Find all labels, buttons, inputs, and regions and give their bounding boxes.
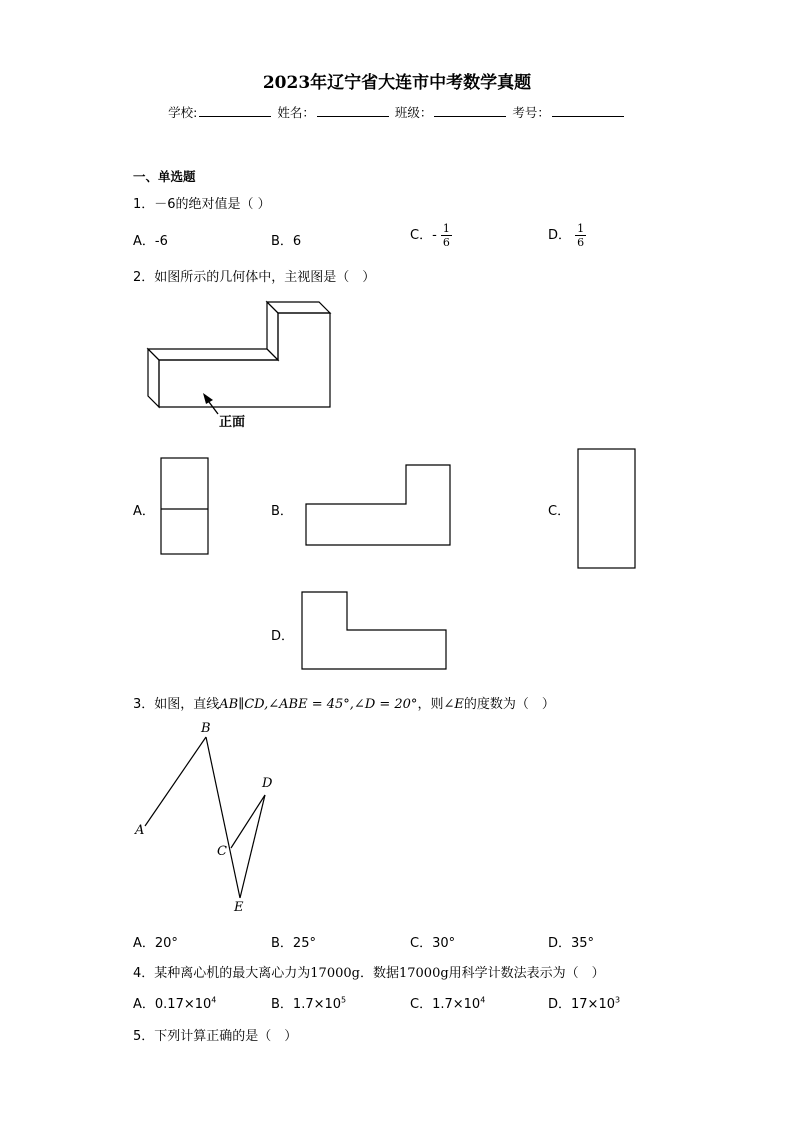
q4-option-d-exponent: 3 bbox=[615, 995, 621, 1005]
q4-option-a-exponent: 4 bbox=[211, 995, 217, 1005]
q4-option-c-mantissa: C．1.7×10 bbox=[410, 997, 481, 1012]
point-label-b: B bbox=[201, 721, 211, 736]
q1-option-a: A．-6 bbox=[133, 234, 168, 249]
q1-option-b: B．6 bbox=[271, 234, 302, 249]
q3-stem-prefix: 3．如图，直线 bbox=[133, 697, 220, 712]
fraction-denominator: 6 bbox=[442, 236, 450, 249]
point-label-d: D bbox=[262, 776, 273, 791]
q3-stem-suffix: 的度数为（ ） bbox=[463, 697, 555, 712]
point-label-c: C bbox=[217, 844, 227, 859]
q3-option-b: B．25° bbox=[271, 936, 316, 951]
q2-option-a-label: A． bbox=[133, 504, 155, 519]
q4-option-d-mantissa: D．17×10 bbox=[548, 997, 615, 1012]
front-view-label: 正面 bbox=[219, 415, 246, 430]
q4-stem-part3: 用科学计数法表示为（ ） bbox=[448, 966, 605, 981]
q3-option-d: D．35° bbox=[548, 936, 595, 951]
q2-option-d-label: D． bbox=[271, 629, 295, 644]
point-label-a: A bbox=[135, 823, 145, 838]
q4-option-d bbox=[548, 993, 620, 1012]
number-label: 考号： bbox=[512, 105, 550, 120]
q4-option-a bbox=[133, 993, 216, 1012]
point-label-e: E bbox=[234, 900, 244, 915]
q3-stem-mid: ，则 bbox=[417, 697, 444, 712]
q5-stem: 5．下列计算正确的是（ ） bbox=[133, 1029, 298, 1044]
name-label: 姓名： bbox=[277, 105, 315, 120]
q4-option-b-exponent: 5 bbox=[341, 995, 347, 1005]
q4-stem-part1: 4．某种离心机的最大离心力为 bbox=[133, 966, 311, 981]
section-heading: 一、单选题 bbox=[133, 169, 196, 184]
page-title: 2023年辽宁省大连市中考数学真题 bbox=[262, 73, 532, 93]
fraction-numerator: 1 bbox=[442, 222, 450, 235]
q4-option-a-mantissa: A．0.17×10 bbox=[133, 997, 212, 1012]
q2-option-c-label: C． bbox=[548, 504, 571, 519]
fraction-numerator: 1 bbox=[577, 222, 585, 235]
fraction-denominator: 6 bbox=[577, 236, 585, 249]
q4-stem-part2: ．数据 bbox=[359, 966, 399, 981]
q4-value2: 17000g bbox=[398, 966, 449, 981]
q3-option-c: C．30° bbox=[410, 936, 456, 951]
q2-stem: 2．如图所示的几何体中，主视图是（ ） bbox=[133, 270, 376, 285]
q3-stem-math: AB∥CD,∠ABE = 45°,∠D = 20° bbox=[219, 697, 418, 712]
q4-option-c-exponent: 4 bbox=[480, 995, 486, 1005]
q4-option-b bbox=[271, 993, 346, 1012]
q4-value1: 17000g bbox=[310, 966, 360, 981]
q3-stem-math2: ∠E bbox=[443, 697, 464, 712]
q4-stem bbox=[133, 962, 605, 981]
class-label: 班级： bbox=[394, 105, 433, 120]
q4-option-b-mantissa: B．1.7×10 bbox=[271, 997, 342, 1012]
q4-option-c bbox=[410, 993, 485, 1012]
q1-stem: 1．－6的绝对值是（ ） bbox=[133, 197, 271, 212]
q3-option-a: A．20° bbox=[133, 936, 178, 951]
school-label: 学校: bbox=[168, 105, 198, 120]
q1-option-c-prefix: C．- bbox=[410, 228, 437, 243]
q1-option-d-prefix: D． bbox=[548, 228, 572, 243]
q2-option-b-label: B． bbox=[271, 504, 293, 519]
